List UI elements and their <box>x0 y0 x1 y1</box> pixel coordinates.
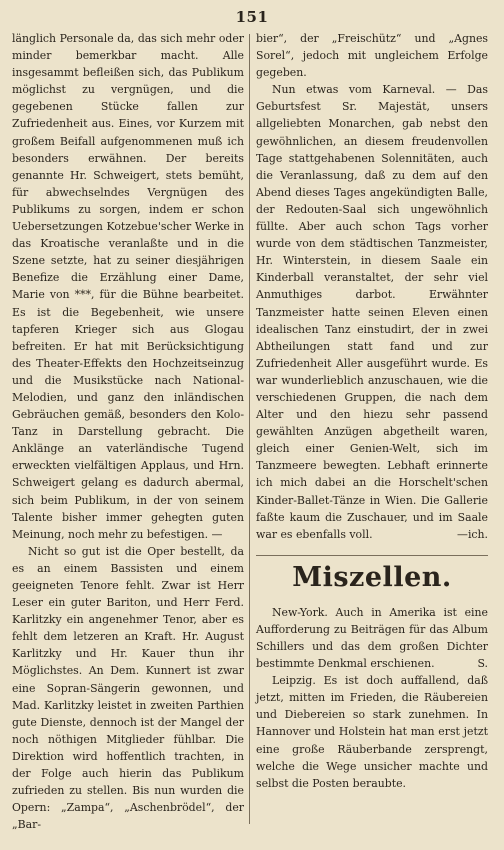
right-column <box>256 30 488 792</box>
left-paragraph-1: länglich Personale da, das sich mehr oder minder bemerkbar macht. Alle insgesammt befleißen sich, das Publikum möglichst zu vergnügen, und die gegebenen Stücke fallen zur Zufriedenheit aus. Eines, vor Kurzem mit großem Beifall aufgenommenen muß ich besonders erwähnen. Der bereits genannte Hr. Schweigert, stets bemüht, für abwechselndes Vergnügen des Publikums zu sorgen, indem er schon Uebersetzungen Kotzebue'scher Werke in das Kroatische veranlaßte und in die Szene setzte, hat zu seiner diesjährigen Benefize die Erzählung einer Dame, Marie von ***, für die Bühne bearbeitet. Es ist die Begebenheit, wie unsere tapferen Krieger sich aus Glogau befreiten. Er hat mit Berücksichtigung des Theater-Effekts den Hochzeitseinzug und die Musikstücke nach National-Melodien, und ganz den inländischen Gebräuchen gemäß, besonders den Kolo-Tanz in Darstellung gebracht. Die Anklänge an vaterländische Tugend erweckten vielfältigen Applaus, und Hrn. Schweigert gelang es dadurch abermal, sich beim Publikum, in der von seinem Talente bisher immer gehegten guten Meinung, noch mehr zu befestigen. — <box>12 32 244 541</box>
misc-item-new-york-signature: S. <box>477 657 488 671</box>
left-paragraph-2: Nicht so gut ist die Oper bestellt, da es an einem Bassisten und einem geeigneten Tenore fehlt. Zwar ist Herr Leser ein guter Bariton, und Herr Ferd. Karlitzky ein angenehmer Tenor, aber es fehlt dem letzeren an Kraft. Hr. August Karlitzky und Hr. Kauer thun ihr Möglichstes. An Dem. Kunnert ist zwar eine Sopran-Sängerin gewonnen, und Mad. Karlitzky leistet in zweiten Parthien gute Dienste, dennoch ist der Mangel der noch nöthigen Mitglieder fühlbar. Die Direktion wird hoffentlich trachten, in der Folge auch hierin das Publikum zufrieden zu stellen. Bis nun wurden die Opern: „Zampa“, „Aschenbrödel“, der „Bar- <box>12 544 244 832</box>
column-divider <box>249 34 250 824</box>
misc-item-new-york <box>256 604 488 672</box>
section-title: Miszellen. <box>256 555 488 594</box>
right-paragraph-1: bier“, der „Freischütz“ und „Agnes Sorel“, jedoch mit ungleichem Erfolge gegeben. <box>256 32 488 80</box>
misc-item-leipzig: Leipzig. Es ist doch auffallend, daß jetzt, mitten im Frieden, die Räubereien und Diebereien so stark zunehmen. In Hannover und Holstein hat man erst jetzt eine große Räuberbande zersprengt, welche die Wege unsicher machte und selbst die Posten beraubte. <box>256 674 488 790</box>
author-signature: —ich. <box>457 527 488 541</box>
page-number: 151 <box>235 8 269 26</box>
right-paragraph-2-text: Nun etwas vom Karneval. — Das Geburtsfest Sr. Majestät, unsers allgeliebten Monarchen, gab nebst den gewöhnlichen, an diesem freudenvollen Tage stattgehabenen Solennitäten, auch die Veranlassung, daß zu dem auf den Abend dieses Tages angekündigten Balle, der Redouten-Saal sich ungewöhnlich füllte. Aber auch schon Tags vorher wurde von dem städtischen Tanzmeister, Hr. Winterstein, in diesem Saale ein Kinderball veranstaltet, der sehr viel Anmuthiges darbot. Erwähnter Tanzmeister hatte seinen Eleven einen idealischen Tanz einstudirt, der in zwei Abtheilungen statt fand und zur Zufriedenheit Aller ausgeführt wurde. Es war wunderlieblich anzuschauen, wie die verschiedenen Gruppen, die nach dem Alter und den hiezu sehr passend gewählten Anzügen abgetheilt waren, gleich einer Genien-Welt, sich im Tanzmeere bewegten. Lebhaft erinnerte ich mich dabei an die Horschelt'schen Kinder-Ballet-Tänze in Wien. Die Gallerie faßte kaum die Zuschauer, und im Saale war es ebenfalls voll. <box>256 83 488 541</box>
right-paragraph-2 <box>256 81 488 543</box>
misc-item-new-york-text: New-York. Auch in Amerika ist eine Aufforderung zu Beiträgen für das Album Schillers und das dem großen Dichter bestimmte Denkmal erschienen. <box>256 605 488 671</box>
left-column <box>12 30 244 833</box>
